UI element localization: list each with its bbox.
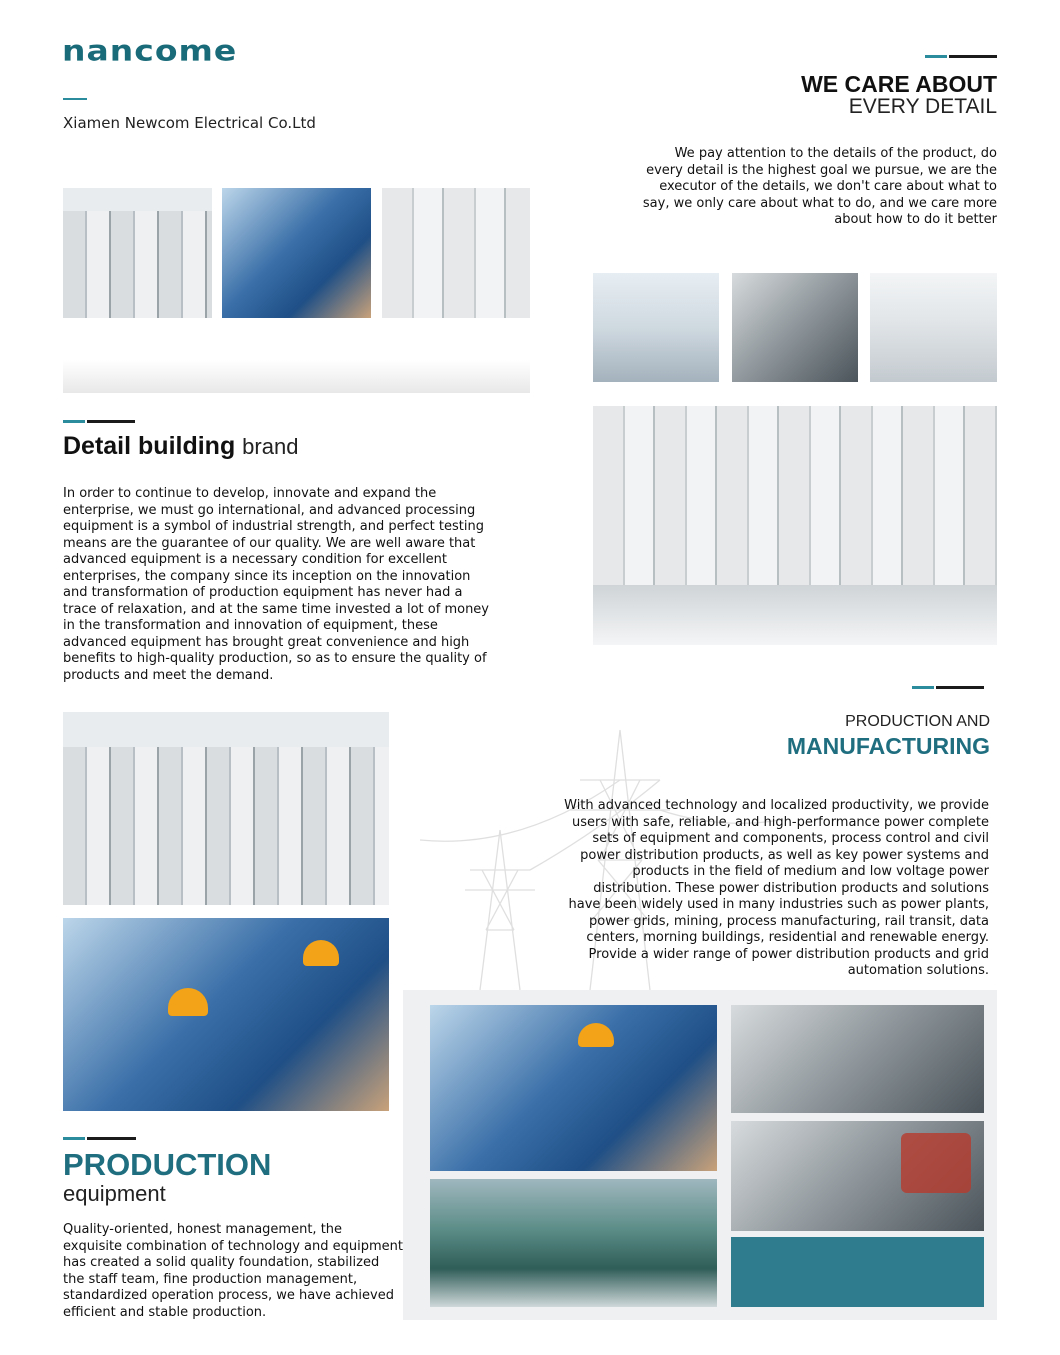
cnc-machine-photo — [731, 1005, 984, 1113]
assembly-line-photo — [430, 1179, 717, 1307]
detail-heading — [63, 432, 298, 461]
care-title-light: EVERY DETAIL — [848, 95, 997, 119]
detail-title-bold: Detail building — [63, 432, 236, 460]
care-title-bold: WE CARE ABOUT — [801, 71, 997, 97]
worker-drill-photo — [430, 1005, 717, 1171]
production-title-bold: PRODUCTION — [63, 1147, 272, 1182]
section-divider — [63, 1137, 136, 1140]
machinist-photo — [731, 1121, 984, 1231]
detail-paragraph: In order to continue to develop, innovate and expand the enterprise, we must go international, and advanced processing equipment is a symbol of industrial strength, and perfect testing means are the guarantee of our quality. We are well aware that advanced equipment is a necessary condition for excellent enterprises, the company since its inception on the innovation and transformation of production equipment has never had a trace of relaxation, and at the same time invested a lot of money in the transformation and innovation of equipment, these advanced equipment has brought great convenience and high benefits to high-quality production, so as to ensure the quality of products and meet the demand. — [63, 486, 489, 683]
workers-wiring-photo — [63, 918, 389, 1111]
fade-strip — [63, 360, 530, 393]
test-bench-photo — [732, 273, 858, 382]
switchgear-photo — [63, 188, 212, 318]
testing-panel-photo — [593, 273, 719, 382]
production-title-light: equipment — [63, 1181, 166, 1206]
care-heading — [597, 72, 997, 118]
corridor-photo — [870, 273, 997, 382]
cabinet-hall-photo — [63, 712, 389, 905]
section-divider — [925, 55, 997, 58]
detail-title-light: brand — [242, 434, 299, 459]
section-divider — [63, 420, 135, 423]
manufacturing-paragraph: With advanced technology and localized productivity, we provide users with safe, reliable, and high-performance power complete sets of equipment and components, process control and civil power distribution products, as well as key power systems and products in the field of medium and low voltage power distribution. These power distribution products and solutions have been widely used in many industries such as power plants, power grids, mining, process manufacturing, rail transit, data centers, morning buildings, residential and renewable energy. Provide a wider range of power distribution products and grid automation solutions. — [564, 798, 989, 978]
switchgear-hall-photo — [593, 406, 997, 645]
teal-block — [731, 1237, 984, 1307]
section-divider — [912, 686, 984, 689]
manufacturing-heading — [590, 714, 990, 758]
care-paragraph: We pay attention to the details of the product, do every detail is the highest goal we pursue, we are the executor of the details, we don't care about what to say, we only care about what to do, and we care more about how to do it better — [642, 146, 997, 227]
worker-machine-photo — [222, 188, 371, 318]
cabinet-row-photo — [382, 188, 530, 318]
manufacturing-title-bold: MANUFACTURING — [786, 732, 990, 759]
company-name: Xiamen Newcom Electrical Co.Ltd — [63, 114, 316, 132]
company-logo: nancome — [62, 34, 238, 68]
accent-line — [63, 98, 87, 100]
production-heading — [63, 1149, 271, 1205]
production-paragraph: Quality-oriented, honest management, the exquisite combination of technology and equipment has created a solid quality foundation, stabilized the staff team, fine production management, standardized operation process, we have achieved efficient and stable production. — [63, 1222, 403, 1320]
manufacturing-title-light: PRODUCTION AND — [845, 713, 990, 730]
